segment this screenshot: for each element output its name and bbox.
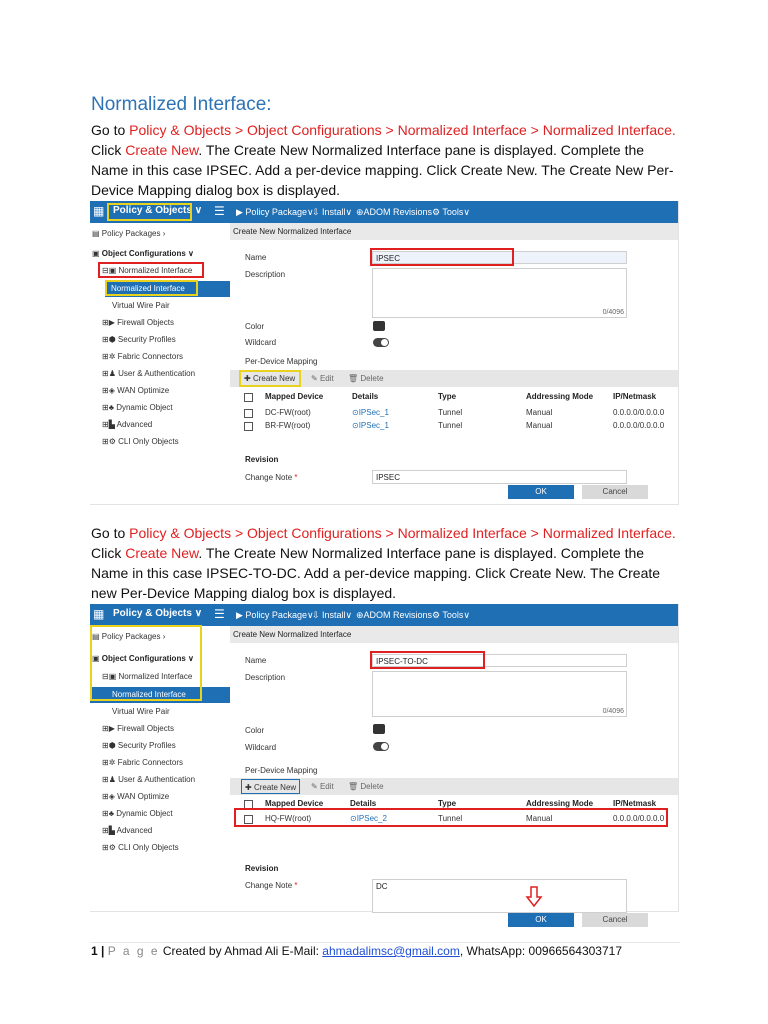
instructions-1 — [91, 120, 681, 200]
col-addressing-mode: Addressing Mode — [526, 392, 594, 401]
tools-menu[interactable]: ⚙ Tools∨ — [432, 207, 471, 217]
sidebar-label: Policy Packages › — [101, 229, 166, 238]
sidebar-item-normalized-interface-group[interactable]: ⊟▣ Normalized Interface — [102, 266, 193, 275]
required-marker: * — [294, 473, 298, 482]
install-menu[interactable]: ⇩ Install∨ — [312, 207, 353, 217]
cell-details: ⊙IPSec_2 — [350, 814, 387, 823]
name-label: Name — [245, 253, 267, 262]
instr-path: Policy & Objects > Object Configurations > Normalized Interface > Normalized Interface. — [129, 525, 676, 541]
delete-label: Delete — [360, 374, 384, 383]
sidebar-label: Policy Packages › — [101, 632, 166, 641]
col-details: Details — [350, 799, 377, 808]
screenshot-1 — [90, 201, 679, 505]
sidebar-item-wan-optimize[interactable]: ⊞◈ WAN Optimize — [102, 386, 170, 395]
sidebar-item-object-configurations[interactable]: ▣ Object Configurations ∨ — [92, 249, 194, 258]
highlight-policy-objects — [107, 203, 192, 221]
footer-whatsapp: , WhatsApp: 00966564303717 — [459, 944, 622, 958]
char-count: 0/4096 — [602, 309, 624, 316]
policy-package-menu[interactable]: ▶ Policy Package∨ — [236, 207, 314, 217]
table-row[interactable] — [230, 419, 678, 432]
sidebar-item-policy-packages[interactable]: ▤ Policy Packages › — [92, 229, 166, 238]
menu-label: Policy Package∨ — [245, 207, 314, 217]
revision-heading: Revision — [245, 455, 279, 464]
details-value: IPSec_2 — [356, 814, 387, 823]
cell-mode: Manual — [526, 408, 553, 417]
instr-text: . The Create New Normalized Interface pane is displayed. Complete the Name in this case IPSEC. Add a per-device mapping. Click Create New. The Create New Per-Device Mapping dialog box is displayed. — [91, 142, 674, 198]
edit-button[interactable]: ✎ Edit — [311, 374, 334, 383]
highlight-sidebar-group — [90, 625, 202, 701]
wildcard-toggle[interactable] — [373, 742, 389, 751]
sidebar-label: CLI Only Objects — [118, 843, 179, 852]
sidebar-item-normalized-interface[interactable]: Normalized Interface — [105, 281, 230, 297]
delete-button[interactable]: 🗑 Delete — [348, 374, 384, 383]
sidebar-label: Object Configurations ∨ — [101, 654, 194, 663]
revision-heading: Revision — [245, 864, 279, 873]
page-number: 1 | — [91, 944, 105, 958]
instr-path: Policy & Objects > Object Configurations > Normalized Interface > Normalized Interface. — [129, 122, 676, 138]
adom-revisions-menu[interactable]: ⊕ADOM Revisions — [356, 610, 433, 620]
ok-button[interactable]: OK — [508, 485, 574, 499]
instr-create-new: Create New — [125, 142, 199, 158]
sidebar-item-object-configurations[interactable]: ▣ Object Configurations ∨ — [92, 654, 194, 663]
sidebar-label: Normalized Interface — [118, 266, 193, 275]
sidebar-label: Normalized Interface — [118, 672, 193, 681]
color-swatch[interactable] — [373, 724, 385, 734]
sidebar-item-normalized-interface-group[interactable]: ⊟▣ Normalized Interface — [102, 672, 193, 681]
down-arrow-icon — [526, 886, 542, 908]
footer-divider — [90, 942, 680, 943]
sidebar-item-user-auth[interactable]: ⊞♟ User & Authentication — [102, 369, 196, 378]
select-all-checkbox[interactable] — [244, 393, 253, 402]
policy-package-menu[interactable]: ▶ Policy Package∨ — [236, 610, 314, 620]
cell-ip: 0.0.0.0/0.0.0.0 — [613, 408, 665, 417]
policy-objects-menu[interactable]: Policy & Objects ∨ — [113, 608, 203, 619]
cell-details: ⊙IPSec_1 — [352, 408, 389, 417]
install-menu[interactable]: ⇩ Install∨ — [312, 610, 353, 620]
col-type: Type — [438, 799, 457, 808]
sidebar-item-policy-packages[interactable]: ▤ Policy Packages › — [92, 632, 166, 641]
edit-button[interactable]: ✎ Edit — [311, 782, 334, 791]
highlight-mapping-row — [234, 808, 668, 827]
col-ip-netmask: IP/Netmask — [613, 392, 657, 401]
sidebar-item-virtual-wire-pair[interactable]: Virtual Wire Pair — [112, 301, 170, 310]
table-row[interactable] — [230, 406, 678, 419]
pane-title: Create New Normalized Interface — [230, 626, 678, 643]
col-details: Details — [352, 392, 379, 401]
instr-text: Click — [91, 142, 126, 158]
hamburger-icon[interactable]: ☰ — [214, 607, 225, 621]
per-device-mapping-label: Per-Device Mapping — [245, 357, 318, 366]
create-new-label: Create New — [253, 783, 297, 792]
cell-mode: Manual — [526, 421, 553, 430]
edit-label: Edit — [319, 782, 334, 791]
sidebar-label: Firewall Objects — [117, 724, 174, 733]
instr-text: Go to — [91, 525, 130, 541]
create-new-button[interactable]: ✚ Create New — [241, 779, 300, 794]
sidebar-item-virtual-wire-pair[interactable]: Virtual Wire Pair — [112, 707, 170, 716]
per-device-mapping-label: Per-Device Mapping — [245, 766, 318, 775]
sidebar-item-dynamic-object[interactable]: ⊞♣ Dynamic Object — [102, 403, 173, 412]
col-mapped-device: Mapped Device — [265, 799, 324, 808]
sidebar-label: Fabric Connectors — [117, 352, 183, 361]
row-checkbox[interactable] — [244, 422, 253, 431]
sidebar-label: Security Profiles — [117, 335, 176, 344]
color-swatch[interactable] — [373, 321, 385, 331]
create-new-label: Create New — [252, 374, 296, 383]
required-marker: * — [294, 881, 298, 890]
sidebar-item-cli-only[interactable]: ⊞⚙ CLI Only Objects — [102, 437, 179, 446]
sidebar-item-advanced[interactable]: ⊞▙ Advanced — [102, 420, 153, 429]
color-label: Color — [245, 726, 265, 735]
pane-title: Create New Normalized Interface — [230, 223, 678, 240]
highlight-create-new — [239, 370, 301, 387]
sidebar-item-dynamic-object[interactable]: ⊞♣ Dynamic Object — [102, 809, 173, 818]
menu-label: ADOM Revisions — [363, 207, 433, 217]
cell-ip: 0.0.0.0/0.0.0.0 — [613, 421, 665, 430]
screenshot-2 — [90, 604, 679, 924]
create-new-button[interactable]: ✚ Create New — [244, 374, 296, 383]
sidebar-label: User & Authentication — [118, 775, 196, 784]
sidebar-label: Dynamic Object — [116, 403, 173, 412]
highlight-normalized-interface-group — [98, 262, 204, 278]
fortinet-logo-icon: ▦ — [93, 607, 105, 621]
details-value: IPSec_1 — [358, 408, 389, 417]
sidebar-item-fabric-connectors[interactable]: ⊞✲ Fabric Connectors — [102, 352, 183, 361]
description-label: Description — [245, 270, 286, 279]
wildcard-toggle[interactable] — [373, 338, 389, 347]
cell-device: DC-FW(root) — [265, 408, 311, 417]
instr-text: Go to — [91, 122, 130, 138]
col-type: Type — [438, 392, 457, 401]
change-note-field[interactable]: IPSEC — [372, 470, 627, 484]
cell-details: ⊙IPSec_1 — [352, 421, 389, 430]
name-field[interactable]: IPSEC-TO-DC — [372, 654, 627, 667]
sidebar-item-cli-only[interactable]: ⊞⚙ CLI Only Objects — [102, 843, 179, 852]
delete-label: Delete — [360, 782, 384, 791]
top-bar — [90, 604, 678, 626]
row-checkbox[interactable] — [244, 409, 253, 418]
form-pane — [230, 626, 678, 924]
wildcard-label: Wildcard — [245, 743, 277, 752]
highlight-name — [370, 248, 514, 266]
sidebar-label: WAN Optimize — [117, 386, 170, 395]
cell-type: Tunnel — [438, 814, 463, 823]
cell-ip: 0.0.0.0/0.0.0.0 — [613, 814, 665, 823]
mapping-toolbar — [230, 778, 678, 795]
sidebar-label: User & Authentication — [118, 369, 196, 378]
footer — [91, 944, 622, 958]
change-note-field[interactable]: DC — [372, 879, 627, 913]
cancel-button[interactable]: Cancel — [582, 485, 648, 499]
wildcard-label: Wildcard — [245, 338, 277, 347]
hamburger-icon[interactable]: ☰ — [214, 204, 225, 218]
col-ip-netmask: IP/Netmask — [613, 799, 657, 808]
form-pane — [230, 223, 678, 504]
adom-revisions-menu[interactable]: ⊕ADOM Revisions — [356, 207, 433, 217]
col-mapped-device: Mapped Device — [265, 392, 324, 401]
cancel-button[interactable]: Cancel — [582, 913, 648, 927]
instr-create-new: Create New — [125, 545, 199, 561]
policy-objects-menu[interactable]: Policy & Objects ∨ — [113, 205, 203, 216]
ok-button[interactable]: OK — [508, 913, 574, 927]
cell-type: Tunnel — [438, 421, 463, 430]
sidebar-item-security-profiles[interactable]: ⊞⬢ Security Profiles — [102, 335, 176, 344]
cell-mode: Manual — [526, 814, 553, 823]
name-label: Name — [245, 656, 267, 665]
menu-label: Install∨ — [322, 207, 353, 217]
change-note-label — [245, 473, 298, 482]
delete-button[interactable]: 🗑 Delete — [348, 782, 384, 791]
sidebar-item-normalized-interface[interactable]: Normalized Interface — [90, 687, 230, 703]
fortinet-logo-icon: ▦ — [93, 204, 105, 218]
email-link[interactable]: ahmadalimsc@gmail.com — [322, 944, 460, 958]
char-count: 0/4096 — [602, 708, 624, 715]
cell-type: Tunnel — [438, 408, 463, 417]
details-value: IPSec_1 — [358, 421, 389, 430]
sidebar-label: Advanced — [116, 826, 153, 835]
sidebar-label: Advanced — [116, 420, 153, 429]
menu-label: ADOM Revisions — [363, 610, 433, 620]
change-note-label — [245, 881, 298, 890]
menu-label: Tools∨ — [442, 207, 471, 217]
sidebar-label: Security Profiles — [117, 741, 176, 750]
sidebar-label: Dynamic Object — [116, 809, 173, 818]
col-addressing-mode: Addressing Mode — [526, 799, 594, 808]
description-field[interactable] — [372, 268, 627, 318]
sidebar-item-user-auth[interactable]: ⊞♟ User & Authentication — [102, 775, 196, 784]
sidebar-label: Object Configurations ∨ — [101, 249, 194, 258]
sidebar-item-security-profiles[interactable]: ⊞⬢ Security Profiles — [102, 741, 176, 750]
color-label: Color — [245, 322, 265, 331]
sidebar-label: Firewall Objects — [117, 318, 174, 327]
instructions-2 — [91, 523, 681, 603]
menu-label: Install∨ — [322, 610, 353, 620]
sidebar-item-firewall-objects[interactable]: ⊞▶ Firewall Objects — [102, 318, 174, 327]
sidebar-label: CLI Only Objects — [118, 437, 179, 446]
menu-label: Tools∨ — [442, 610, 471, 620]
menu-label: Policy Package∨ — [245, 610, 314, 620]
footer-credit: Created by Ahmad Ali E-Mail: — [162, 944, 319, 958]
page-heading: Normalized Interface: — [91, 94, 272, 115]
sidebar-label: Fabric Connectors — [117, 758, 183, 767]
sidebar-item-advanced[interactable]: ⊞▙ Advanced — [102, 826, 153, 835]
change-note-text: Change Note — [245, 881, 293, 890]
cell-device: HQ-FW(root) — [265, 814, 312, 823]
sidebar-item-firewall-objects[interactable]: ⊞▶ Firewall Objects — [102, 724, 174, 733]
name-field[interactable]: IPSEC — [372, 251, 627, 264]
tools-menu[interactable]: ⚙ Tools∨ — [432, 610, 471, 620]
instr-text: . The Create New Normalized Interface pane is displayed. Complete the Name in this case IPSEC-TO-DC. Add a per-device mapping. Click Create New. The Create new Per-Device Mapping dialog box is displayed. — [91, 545, 661, 601]
sidebar-label: WAN Optimize — [117, 792, 170, 801]
sidebar-item-fabric-connectors[interactable]: ⊞✲ Fabric Connectors — [102, 758, 183, 767]
cell-device: BR-FW(root) — [265, 421, 311, 430]
description-label: Description — [245, 673, 286, 682]
page-word: P a g e — [107, 944, 160, 958]
highlight-normalized-interface — [105, 280, 198, 296]
description-field[interactable] — [372, 671, 627, 717]
sidebar-item-wan-optimize[interactable]: ⊞◈ WAN Optimize — [102, 792, 170, 801]
highlight-name — [370, 651, 485, 669]
instr-text: Click — [91, 545, 126, 561]
change-note-text: Change Note — [245, 473, 293, 482]
edit-label: Edit — [319, 374, 334, 383]
table-header — [230, 390, 678, 403]
